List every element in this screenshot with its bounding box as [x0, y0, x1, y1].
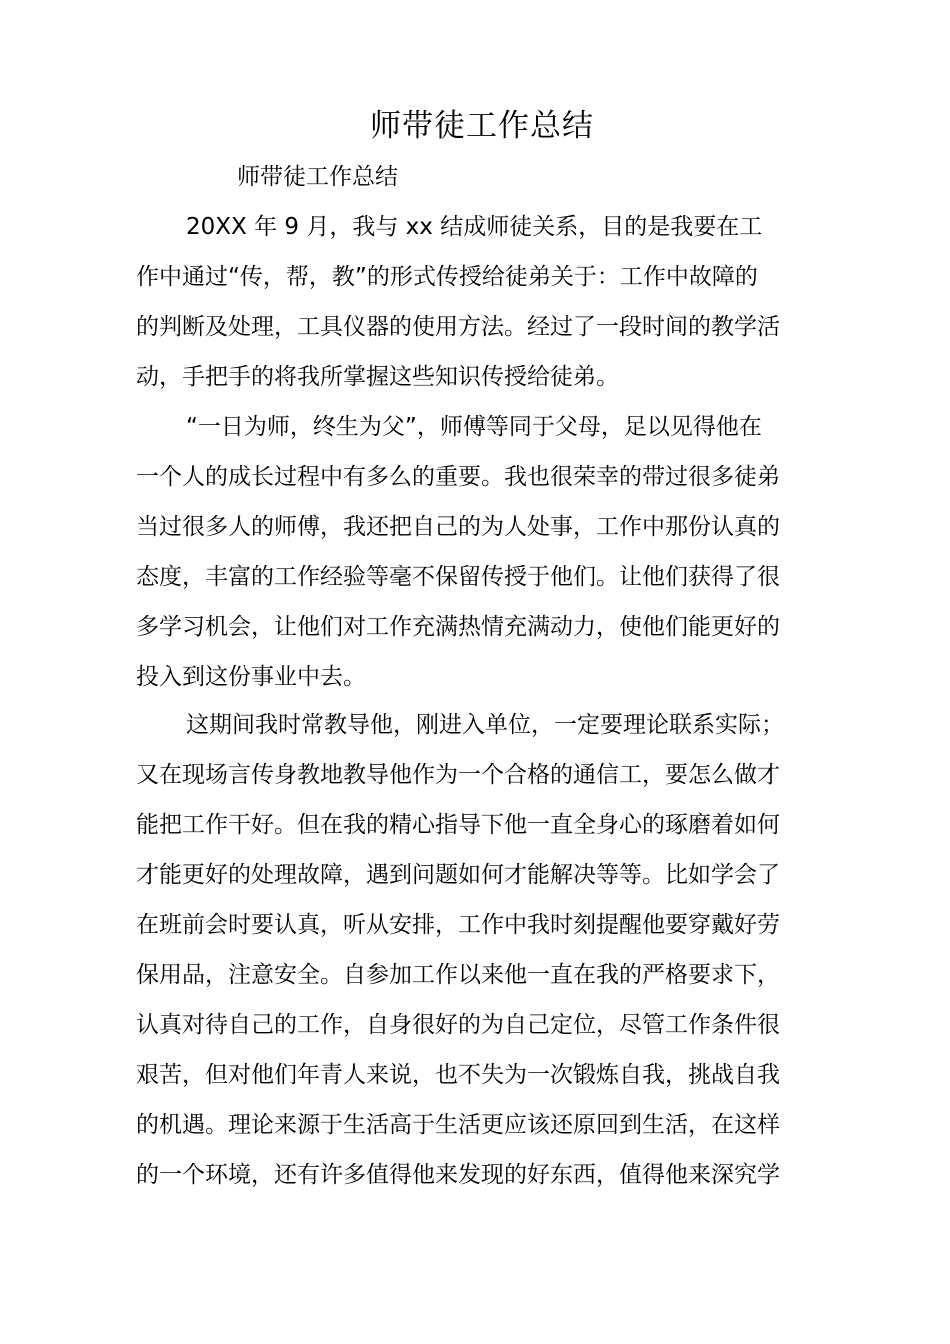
text-line: 艰苦，但对他们年青人来说，也不失为一次锻炼自我，挑战自我	[136, 1062, 780, 1088]
text-line: 才能更好的处理故障，遇到问题如何才能解决等等。比如学会了	[136, 862, 780, 888]
text-line: 又在现场言传身教地教导他作为一个合格的通信工，要怎么做才	[136, 762, 780, 788]
text-line: 作中通过“传，帮，教”的形式传授给徒弟关于：工作中故障的	[136, 264, 758, 290]
text-line: 保用品，注意安全。自参加工作以来他一直在我的严格要求下，	[136, 962, 780, 988]
text-line: 的一个环境，还有许多值得他来发现的好东西，值得他来深究学	[136, 1162, 780, 1188]
document-subtitle: 师带徒工作总结	[237, 164, 398, 190]
text-line: 当过很多人的师傅，我还把自己的为人处事，工作中那份认真的	[136, 514, 780, 540]
text-line: 20XX 年 9 月，我与 xx 结成师徒关系，目的是我要在工	[186, 214, 763, 240]
text-line: 在班前会时要认真，听从安排，工作中我时刻提醒他要穿戴好劳	[136, 912, 780, 938]
document-title: 师带徒工作总结	[370, 108, 594, 144]
text-line: 态度，丰富的工作经验等毫不保留传授于他们。让他们获得了很	[136, 564, 780, 590]
text-line: 这期间我时常教导他，刚进入单位，一定要理论联系实际；	[186, 712, 784, 738]
text-line: 多学习机会，让他们对工作充满热情充满动力，使他们能更好的	[136, 614, 780, 640]
text-line: 认真对待自己的工作，自身很好的为自己定位，尽管工作条件很	[136, 1012, 780, 1038]
text-line: 一个人的成长过程中有多么的重要。我也很荣幸的带过很多徒弟	[136, 464, 780, 490]
text-line: 能把工作干好。但在我的精心指导下他一直全身心的琢磨着如何	[136, 812, 780, 838]
text-line: 动，手把手的将我所掌握这些知识传授给徒弟。	[136, 364, 619, 390]
text-line: 投入到这份事业中去。	[136, 664, 366, 690]
text-line: 的判断及处理，工具仪器的使用方法。经过了一段时间的教学活	[136, 314, 780, 340]
text-line: “一日为师，终生为父”，师傅等同于父母，足以见得他在	[186, 414, 762, 440]
text-line: 的机遇。理论来源于生活高于生活更应该还原回到生活，在这样	[136, 1112, 780, 1138]
